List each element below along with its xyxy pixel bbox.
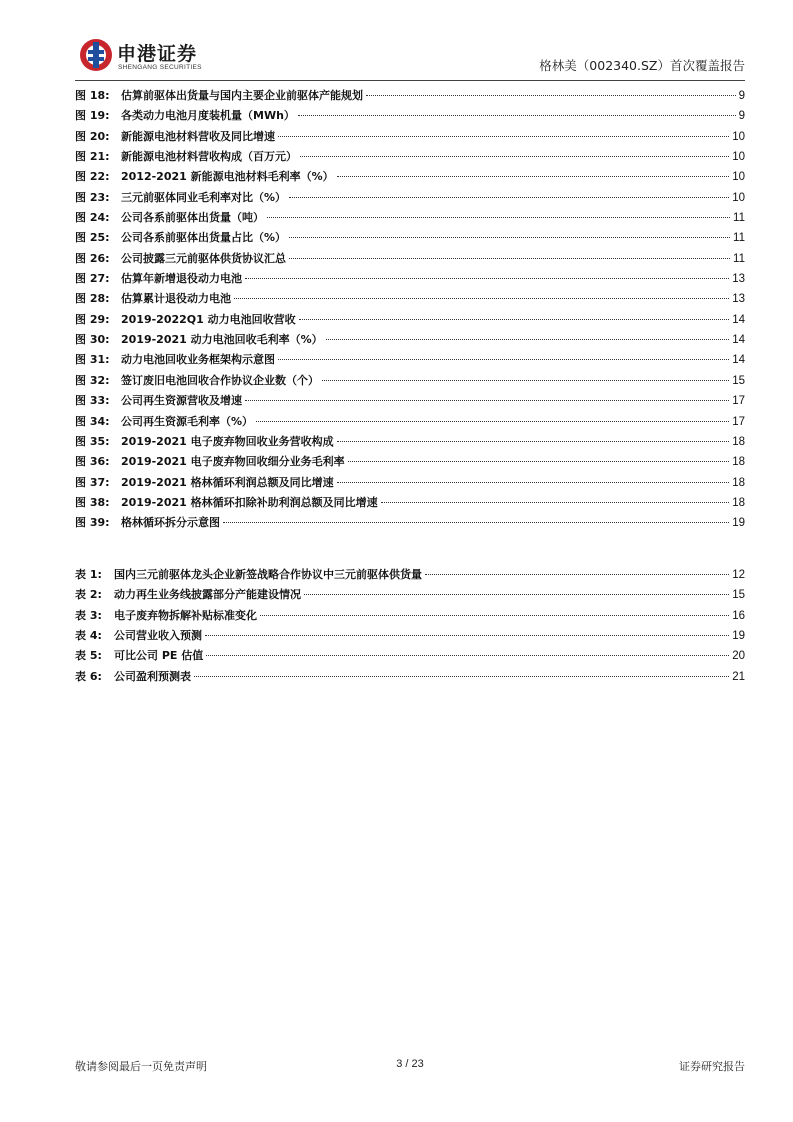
entry-label: 表 3:: [75, 608, 102, 622]
entry-title: 2019-2021 电子废弃物回收细分业务毛利率: [121, 455, 345, 469]
dot-leader: [289, 257, 730, 259]
entry-page-number: 18: [732, 496, 745, 509]
figure-entry[interactable]: [75, 493, 745, 513]
figure-entry[interactable]: [75, 147, 745, 167]
disclaimer-note: 敬请参阅最后一页免责声明: [75, 1060, 207, 1073]
entry-title: 新能源电池材料营收构成（百万元）: [121, 150, 297, 164]
page-footer: [75, 1058, 745, 1074]
entry-label: 图 29:: [75, 312, 110, 326]
entry-title: 2019-2021 电子废弃物回收业务营收构成: [121, 434, 334, 448]
logo-chinese-name: 申港证券: [117, 43, 198, 65]
entry-page-number: 10: [732, 130, 745, 143]
dot-leader: [425, 573, 729, 575]
entry-title: 国内三元前驱体龙头企业新签战略合作协议中三元前驱体供货量: [114, 568, 422, 581]
figure-entry[interactable]: [75, 371, 745, 391]
entry-title: 签订废旧电池回收合作协议企业数（个）: [121, 373, 319, 387]
entry-page-number: 9: [738, 110, 745, 123]
entry-label: 表 4:: [75, 629, 102, 643]
figure-entry[interactable]: [75, 330, 745, 350]
entry-page-number: 15: [732, 374, 745, 387]
figure-entry[interactable]: [75, 86, 745, 106]
dot-leader: [267, 216, 730, 218]
entry-page-number: 20: [732, 650, 745, 663]
entry-page-number: 11: [733, 212, 745, 225]
entry-label: 表 6:: [75, 669, 102, 683]
figure-entry[interactable]: [75, 249, 745, 269]
entry-page-number: 11: [733, 252, 745, 265]
entry-page-number: 16: [732, 609, 745, 622]
entry-page-number: 19: [732, 517, 745, 530]
entry-label: 图 24:: [75, 211, 110, 225]
entry-page-number: 10: [732, 171, 745, 184]
dot-leader: [234, 297, 729, 299]
table-entry[interactable]: [75, 667, 745, 687]
entry-label: 表 2:: [75, 588, 102, 602]
dot-leader: [326, 338, 730, 340]
entry-label: 图 20:: [75, 129, 110, 143]
entry-label: 图 21:: [75, 150, 110, 164]
figure-entry[interactable]: [75, 452, 745, 472]
entry-page-number: 19: [732, 630, 745, 643]
dot-leader: [260, 614, 729, 616]
dot-leader: [256, 420, 729, 422]
entry-title: 动力再生业务线披露部分产能建设情况: [114, 588, 301, 602]
entry-page-number: 14: [732, 354, 745, 367]
entry-title: 公司再生资源营收及增速: [121, 394, 242, 408]
entry-label: 图 35:: [75, 434, 110, 448]
entry-page-number: 21: [732, 670, 745, 683]
figure-entry[interactable]: [75, 391, 745, 411]
entry-label: 图 30:: [75, 333, 110, 347]
entry-title: 估算年新增退役动力电池: [121, 272, 242, 286]
figure-entry[interactable]: [75, 513, 745, 533]
entry-page-number: 14: [732, 334, 745, 347]
entry-label: 图 28:: [75, 292, 110, 306]
entry-title: 2019-2021 格林循环扣除补助利润总额及同比增速: [121, 495, 378, 509]
page-number: 3 / 23: [396, 1058, 424, 1070]
entry-title: 公司各系前驱体出货量（吨）: [121, 211, 264, 225]
dot-leader: [322, 379, 729, 381]
logo-english-name: SHENGANG SECURITIES: [118, 64, 202, 71]
entry-title: 格林循环拆分示意图: [121, 516, 220, 530]
entry-label: 图 38:: [75, 495, 110, 509]
entry-label: 图 34:: [75, 414, 110, 428]
entry-title: 公司盈利预测表: [114, 669, 191, 683]
dot-leader: [337, 175, 730, 177]
entry-label: 图 19:: [75, 109, 110, 123]
dot-leader: [206, 654, 729, 656]
entry-title: 三元前驱体同业毛利率对比（%）: [121, 190, 287, 204]
company-logo: [75, 36, 225, 76]
entry-page-number: 13: [732, 293, 745, 306]
entry-title: 估算前驱体出货量与国内主要企业前驱体产能规划: [121, 89, 363, 102]
entry-title: 可比公司 PE 估值: [114, 649, 204, 663]
entry-page-number: 14: [732, 313, 745, 326]
report-type: 证券研究报告: [679, 1060, 745, 1073]
entry-title: 2019-2021 格林循环利润总额及同比增速: [121, 475, 334, 489]
figure-entry[interactable]: [75, 473, 745, 493]
dot-leader: [298, 114, 736, 116]
entry-title: 2019-2022Q1 动力电池回收营收: [121, 312, 296, 326]
dot-leader: [289, 196, 729, 198]
entry-label: 图 22:: [75, 170, 110, 184]
entry-page-number: 13: [732, 273, 745, 286]
dot-leader: [337, 481, 730, 483]
shengang-logo-icon: [79, 38, 113, 72]
entry-page-number: 11: [733, 232, 745, 245]
dot-leader: [205, 634, 729, 636]
dot-leader: [337, 440, 730, 442]
report-title: 格林美（002340.SZ）首次覆盖报告: [539, 58, 745, 73]
figure-entry[interactable]: [75, 188, 745, 208]
entry-title: 公司各系前驱体出货量占比（%）: [121, 231, 287, 245]
dot-leader: [245, 399, 729, 401]
dot-leader: [245, 277, 729, 279]
entry-title: 新能源电池材料营收及同比增速: [121, 129, 275, 143]
table-entry[interactable]: [75, 585, 745, 605]
table-entry[interactable]: [75, 646, 745, 666]
entry-label: 图 39:: [75, 516, 110, 530]
dot-leader: [366, 94, 736, 96]
entry-page-number: 10: [732, 191, 745, 204]
entry-label: 图 32:: [75, 373, 110, 387]
figure-entry[interactable]: [75, 106, 745, 126]
entry-page-number: 17: [732, 395, 745, 408]
table-entry[interactable]: [75, 606, 745, 626]
dot-leader: [278, 358, 729, 360]
entry-page-number: 12: [732, 569, 745, 581]
figure-entry[interactable]: [75, 350, 745, 370]
figure-entry[interactable]: [75, 310, 745, 330]
entry-title: 公司再生资源毛利率（%）: [121, 414, 254, 428]
figure-entry[interactable]: [75, 167, 745, 187]
dot-leader: [299, 318, 730, 320]
figure-entry[interactable]: [75, 269, 745, 289]
entry-title: 估算累计退役动力电池: [121, 292, 231, 306]
figure-entry[interactable]: [75, 412, 745, 432]
entry-page-number: 10: [732, 151, 745, 164]
dot-leader: [381, 501, 730, 503]
entry-title: 2019-2021 动力电池回收毛利率（%）: [121, 333, 323, 347]
entry-title: 动力电池回收业务框架构示意图: [121, 353, 275, 367]
entry-page-number: 9: [738, 90, 745, 102]
figure-entry[interactable]: [75, 289, 745, 309]
table-list: [75, 565, 745, 687]
figure-entry[interactable]: [75, 228, 745, 248]
dot-leader: [304, 593, 729, 595]
entry-label: 表 5:: [75, 649, 102, 663]
table-entry[interactable]: [75, 626, 745, 646]
figure-entry[interactable]: [75, 127, 745, 147]
dot-leader: [223, 521, 729, 523]
dot-leader: [278, 135, 729, 137]
dot-leader: [300, 155, 729, 157]
dot-leader: [348, 460, 730, 462]
dot-leader: [194, 675, 729, 677]
entry-title: 公司营业收入预测: [114, 629, 202, 643]
entry-label: 图 37:: [75, 475, 110, 489]
entry-title: 各类动力电池月度装机量（MWh）: [121, 109, 295, 123]
entry-label: 图 18:: [75, 89, 110, 102]
entry-title: 公司披露三元前驱体供货协议汇总: [121, 251, 286, 265]
entry-label: 图 23:: [75, 190, 110, 204]
figure-list: [75, 86, 745, 534]
entry-label: 图 26:: [75, 251, 110, 265]
entry-title: 2012-2021 新能源电池材料毛利率（%）: [121, 170, 334, 184]
entry-page-number: 17: [732, 415, 745, 428]
entry-label: 图 27:: [75, 272, 110, 286]
figure-entry[interactable]: [75, 432, 745, 452]
entry-label: 图 31:: [75, 353, 110, 367]
entry-label: 图 25:: [75, 231, 110, 245]
figure-entry[interactable]: [75, 208, 745, 228]
entry-label: 图 36:: [75, 455, 110, 469]
dot-leader: [289, 236, 730, 238]
entry-page-number: 18: [732, 476, 745, 489]
entry-label: 表 1:: [75, 568, 102, 581]
table-entry[interactable]: [75, 565, 745, 585]
header-divider: [75, 80, 745, 81]
entry-title: 电子废弃物拆解补贴标准变化: [114, 608, 257, 622]
entry-page-number: 18: [732, 435, 745, 448]
entry-page-number: 15: [732, 589, 745, 602]
entry-page-number: 18: [732, 456, 745, 469]
page-header: [75, 36, 745, 78]
entry-label: 图 33:: [75, 394, 110, 408]
